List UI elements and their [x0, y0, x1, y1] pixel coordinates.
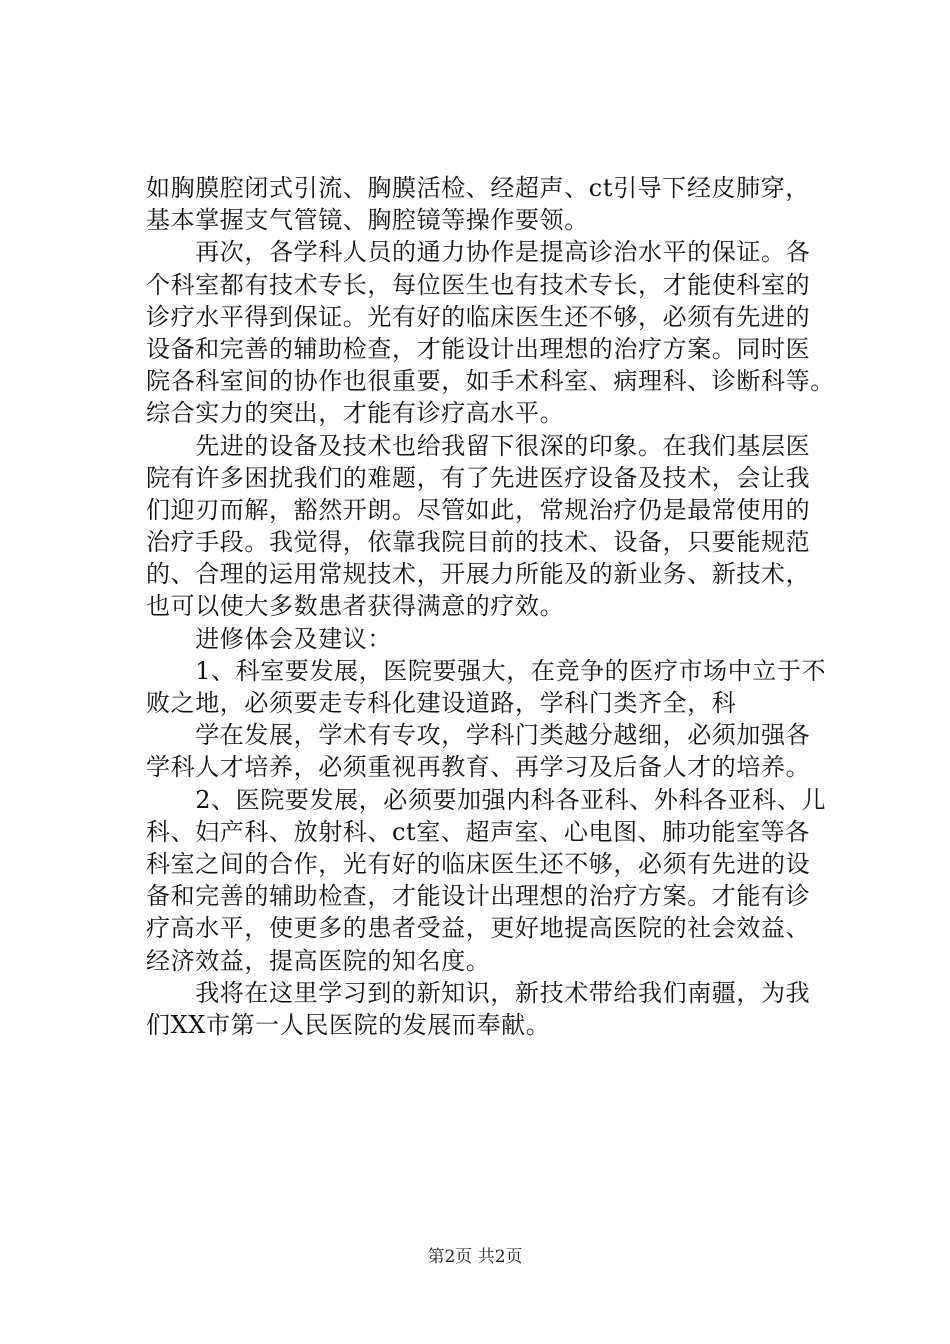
- text-line: 学在发展，学术有专攻，学科门类越分越细，必须加强各: [146, 721, 811, 750]
- text-line: 也可以使大多数患者获得满意的疗效。: [146, 592, 565, 621]
- text-line: 我将在这里学习到的新知识，新技术带给我们南疆，为我: [146, 978, 811, 1007]
- text-line: 备和完善的辅助检查，才能设计出理想的治疗方案。才能有诊: [146, 882, 811, 911]
- text-line: 个科室都有技术专长，每位医生也有技术专长，才能使科室的: [146, 270, 811, 299]
- text-line: 院各科室间的协作也很重要，如手术科室、病理科、诊断科等。: [146, 367, 835, 396]
- text-line: 院有许多困扰我们的难题，有了先进医疗设备及技术，会让我: [146, 463, 811, 492]
- text-line: 们XX市第一人民医院的发展而奉献。: [146, 1010, 551, 1039]
- text-line: 再次，各学科人员的通力协作是提高诊治水平的保证。各: [146, 238, 811, 267]
- text-line: 败之地，必须要走专科化建设道路，学科门类齐全，科: [146, 689, 737, 717]
- text-line: 诊疗水平得到保证。光有好的临床医生还不够，必须有先进的: [146, 302, 811, 331]
- text-line: 科、妇产科、放射科、ct室、超声室、心电图、肺功能室等各: [146, 817, 810, 846]
- text-line: 的、合理的运用常规技术，开展力所能及的新业务、新技术，: [146, 560, 811, 589]
- text-line: 科室之间的合作，光有好的临床医生还不够，必须有先进的设: [146, 849, 811, 878]
- document-body: [146, 172, 856, 1041]
- text-line: 基本掌握支气管镜、胸腔镜等操作要领。: [146, 206, 589, 235]
- text-line: 学科人才培养，必须重视再教育、再学习及后备人才的培养。: [146, 753, 811, 782]
- text-line: 疗高水平，使更多的患者受益，更好地提高医院的社会效益、: [146, 914, 811, 943]
- text-line: 1、科室要发展，医院要强大，在竞争的医疗市场中立于不: [146, 656, 827, 685]
- text-line: 设备和完善的辅助检查，才能设计出理想的治疗方案。同时医: [146, 334, 811, 363]
- text-line: 如胸膜腔闭式引流、胸膜活检、经超声、ct引导下经皮肺穿，: [146, 174, 810, 202]
- text-line: 先进的设备及技术也给我留下很深的印象。在我们基层医: [146, 431, 811, 460]
- text-line: 2、医院要发展，必须要加强内科各亚科、外科各亚科、儿: [146, 785, 827, 814]
- section-heading: 进修体会及建议：: [146, 624, 392, 653]
- text-line: 治疗手段。我觉得，依靠我院目前的技术、设备，只要能规范: [146, 528, 811, 557]
- text-line: 综合实力的突出，才能有诊疗高水平。: [146, 399, 565, 428]
- text-line: 经济效益，提高医院的知名度。: [146, 946, 491, 975]
- text-line: 们迎刃而解，豁然开朗。尽管如此，常规治疗仍是最常使用的: [146, 495, 811, 524]
- page-number-footer: 第2页 共2页: [427, 1247, 523, 1267]
